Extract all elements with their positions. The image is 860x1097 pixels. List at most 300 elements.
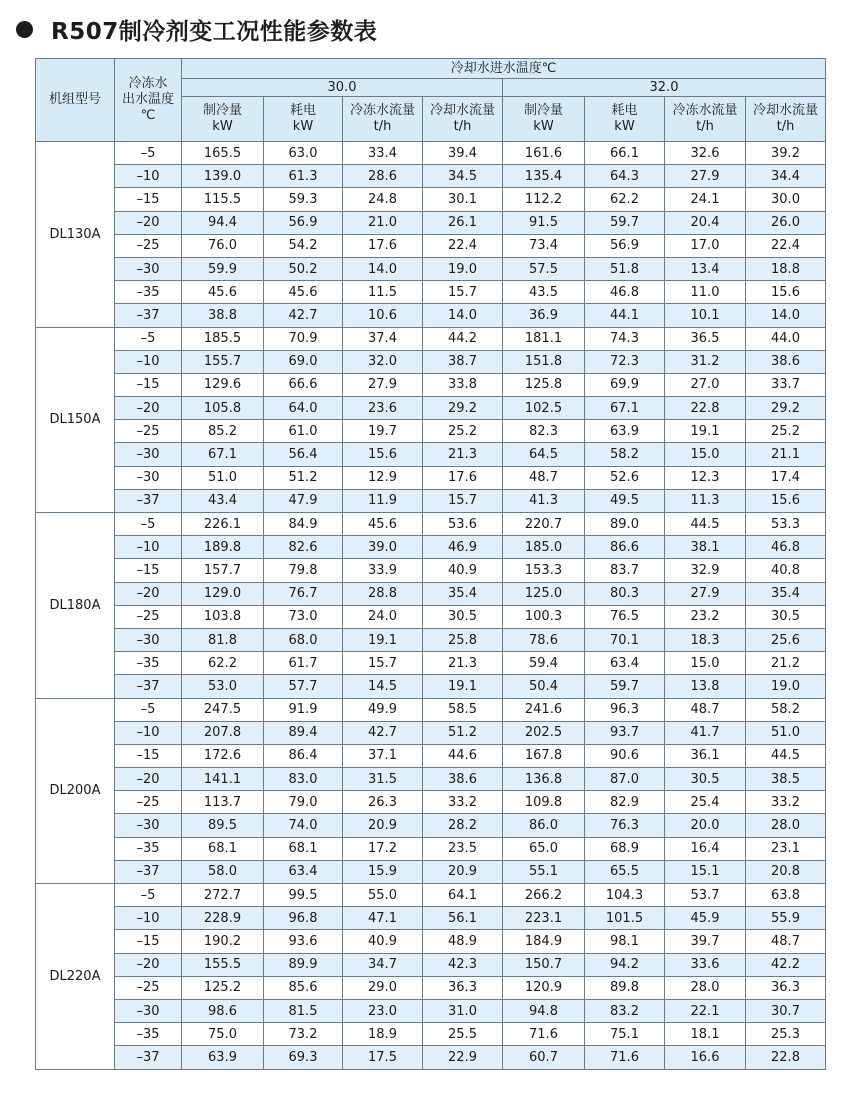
model-cell: DL220A: [36, 884, 115, 1070]
table-row: [36, 675, 826, 698]
value-cell: 59.7: [585, 211, 665, 234]
value-cell: 35.4: [746, 582, 826, 605]
table-row: [36, 907, 826, 930]
param-name: 制冷量: [523, 103, 563, 118]
value-cell: 78.6: [503, 628, 585, 651]
table-row: [36, 165, 826, 188]
leaving-temp-cell: –25: [115, 420, 182, 443]
value-cell: 226.1: [182, 513, 264, 536]
value-cell: 10.6: [343, 304, 423, 327]
value-cell: 136.8: [503, 768, 585, 791]
value-cell: 18.1: [665, 1023, 746, 1046]
value-cell: 68.1: [182, 837, 264, 860]
value-cell: 58.0: [182, 860, 264, 883]
value-cell: 40.9: [423, 559, 503, 582]
value-cell: 30.7: [746, 999, 826, 1022]
value-cell: 139.0: [182, 165, 264, 188]
value-cell: 14.5: [343, 675, 423, 698]
value-cell: 86.4: [264, 744, 343, 767]
value-cell: 46.8: [585, 281, 665, 304]
table-row: [36, 142, 826, 165]
value-cell: 71.6: [585, 1046, 665, 1069]
leaving-temp-cell: –30: [115, 443, 182, 466]
value-cell: 36.3: [423, 976, 503, 999]
param-name: 耗电: [289, 103, 316, 118]
value-cell: 48.7: [746, 930, 826, 953]
value-cell: 21.3: [423, 443, 503, 466]
value-cell: 31.5: [343, 768, 423, 791]
value-cell: 11.5: [343, 281, 423, 304]
value-cell: 43.5: [503, 281, 585, 304]
value-cell: 36.9: [503, 304, 585, 327]
value-cell: 202.5: [503, 721, 585, 744]
value-cell: 70.1: [585, 628, 665, 651]
value-cell: 15.6: [746, 281, 826, 304]
value-cell: 69.9: [585, 373, 665, 396]
model-cell: DL150A: [36, 327, 115, 513]
value-cell: 161.6: [503, 142, 585, 165]
value-cell: 20.9: [343, 814, 423, 837]
value-cell: 23.2: [665, 605, 746, 628]
value-cell: 53.7: [665, 884, 746, 907]
value-cell: 18.3: [665, 628, 746, 651]
bullet-icon: [16, 21, 33, 38]
value-cell: 83.0: [264, 768, 343, 791]
header-param: [264, 97, 343, 142]
value-cell: 23.6: [343, 397, 423, 420]
value-cell: 15.1: [665, 860, 746, 883]
leaving-temp-cell: –5: [115, 884, 182, 907]
value-cell: 22.8: [665, 397, 746, 420]
value-cell: 82.9: [585, 791, 665, 814]
value-cell: 33.8: [423, 373, 503, 396]
value-cell: 33.4: [343, 142, 423, 165]
table-row: [36, 420, 826, 443]
value-cell: 47.1: [343, 907, 423, 930]
header-model: 机组型号: [36, 59, 115, 142]
value-cell: 41.7: [665, 721, 746, 744]
value-cell: 27.9: [343, 373, 423, 396]
value-cell: 43.4: [182, 489, 264, 512]
value-cell: 46.8: [746, 536, 826, 559]
value-cell: 266.2: [503, 884, 585, 907]
value-cell: 59.9: [182, 257, 264, 280]
value-cell: 60.7: [503, 1046, 585, 1069]
value-cell: 39.4: [423, 142, 503, 165]
table-row: [36, 744, 826, 767]
table-row: [36, 953, 826, 976]
value-cell: 63.0: [264, 142, 343, 165]
value-cell: 61.7: [264, 652, 343, 675]
value-cell: 102.5: [503, 397, 585, 420]
value-cell: 34.5: [423, 165, 503, 188]
value-cell: 49.9: [343, 698, 423, 721]
leaving-temp-cell: –37: [115, 1046, 182, 1069]
value-cell: 94.2: [585, 953, 665, 976]
value-cell: 66.1: [585, 142, 665, 165]
value-cell: 86.6: [585, 536, 665, 559]
value-cell: 16.6: [665, 1046, 746, 1069]
value-cell: 21.3: [423, 652, 503, 675]
title-text: R507制冷剂变工况性能参数表: [51, 18, 378, 45]
table-row: [36, 559, 826, 582]
value-cell: 26.1: [423, 211, 503, 234]
table-row: [36, 652, 826, 675]
value-cell: 15.6: [343, 443, 423, 466]
leaving-temp-cell: –37: [115, 860, 182, 883]
value-cell: 15.7: [423, 489, 503, 512]
value-cell: 207.8: [182, 721, 264, 744]
leaving-temp-cell: –37: [115, 304, 182, 327]
value-cell: 104.3: [585, 884, 665, 907]
value-cell: 30.1: [423, 188, 503, 211]
value-cell: 36.5: [665, 327, 746, 350]
leaving-temp-cell: –25: [115, 791, 182, 814]
value-cell: 228.9: [182, 907, 264, 930]
value-cell: 184.9: [503, 930, 585, 953]
value-cell: 38.6: [746, 350, 826, 373]
value-cell: 38.6: [423, 768, 503, 791]
value-cell: 26.0: [746, 211, 826, 234]
value-cell: 76.3: [585, 814, 665, 837]
table-row: [36, 304, 826, 327]
value-cell: 54.2: [264, 234, 343, 257]
value-cell: 76.5: [585, 605, 665, 628]
header-param: [665, 97, 746, 142]
value-cell: 50.4: [503, 675, 585, 698]
model-cell: DL180A: [36, 513, 115, 699]
value-cell: 10.1: [665, 304, 746, 327]
value-cell: 85.2: [182, 420, 264, 443]
value-cell: 81.5: [264, 999, 343, 1022]
value-cell: 38.8: [182, 304, 264, 327]
value-cell: 30.5: [746, 605, 826, 628]
value-cell: 25.5: [423, 1023, 503, 1046]
value-cell: 76.7: [264, 582, 343, 605]
value-cell: 100.3: [503, 605, 585, 628]
table-row: [36, 1023, 826, 1046]
value-cell: 83.7: [585, 559, 665, 582]
value-cell: 190.2: [182, 930, 264, 953]
value-cell: 58.2: [746, 698, 826, 721]
value-cell: 27.0: [665, 373, 746, 396]
value-cell: 90.6: [585, 744, 665, 767]
value-cell: 28.2: [423, 814, 503, 837]
leaving-temp-cell: –20: [115, 211, 182, 234]
param-unit: t/h: [453, 119, 472, 134]
value-cell: 93.6: [264, 930, 343, 953]
value-cell: 53.0: [182, 675, 264, 698]
leaving-temp-cell: –30: [115, 257, 182, 280]
value-cell: 63.4: [264, 860, 343, 883]
header-param: [746, 97, 826, 142]
leaving-temp-cell: –5: [115, 513, 182, 536]
value-cell: 48.9: [423, 930, 503, 953]
value-cell: 42.3: [423, 953, 503, 976]
value-cell: 82.3: [503, 420, 585, 443]
value-cell: 11.9: [343, 489, 423, 512]
value-cell: 29.2: [423, 397, 503, 420]
leaving-temp-cell: –5: [115, 327, 182, 350]
value-cell: 15.9: [343, 860, 423, 883]
param-unit: kW: [212, 119, 233, 134]
header-param: [423, 97, 503, 142]
table-row: [36, 327, 826, 350]
value-cell: 21.1: [746, 443, 826, 466]
value-cell: 20.0: [665, 814, 746, 837]
table-row: [36, 397, 826, 420]
leaving-temp-cell: –25: [115, 234, 182, 257]
value-cell: 44.5: [665, 513, 746, 536]
table-row: [36, 628, 826, 651]
value-cell: 27.9: [665, 582, 746, 605]
value-cell: 56.1: [423, 907, 503, 930]
value-cell: 45.6: [264, 281, 343, 304]
leaving-temp-cell: –10: [115, 907, 182, 930]
value-cell: 56.9: [585, 234, 665, 257]
value-cell: 13.8: [665, 675, 746, 698]
leaving-temp-cell: –35: [115, 281, 182, 304]
value-cell: 45.9: [665, 907, 746, 930]
value-cell: 82.6: [264, 536, 343, 559]
model-cell: DL200A: [36, 698, 115, 884]
value-cell: 27.9: [665, 165, 746, 188]
value-cell: 241.6: [503, 698, 585, 721]
value-cell: 61.3: [264, 165, 343, 188]
value-cell: 28.0: [665, 976, 746, 999]
value-cell: 18.8: [746, 257, 826, 280]
value-cell: 223.1: [503, 907, 585, 930]
leaving-temp-cell: –10: [115, 536, 182, 559]
value-cell: 57.7: [264, 675, 343, 698]
value-cell: 172.6: [182, 744, 264, 767]
value-cell: 15.7: [343, 652, 423, 675]
value-cell: 35.4: [423, 582, 503, 605]
table-row: [36, 466, 826, 489]
value-cell: 189.8: [182, 536, 264, 559]
value-cell: 28.8: [343, 582, 423, 605]
value-cell: 141.1: [182, 768, 264, 791]
value-cell: 112.2: [503, 188, 585, 211]
table-row: [36, 814, 826, 837]
value-cell: 44.0: [746, 327, 826, 350]
value-cell: 26.3: [343, 791, 423, 814]
value-cell: 17.4: [746, 466, 826, 489]
leaving-temp-cell: –15: [115, 188, 182, 211]
table-row: [36, 211, 826, 234]
value-cell: 25.2: [423, 420, 503, 443]
header-param: [343, 97, 423, 142]
value-cell: 44.1: [585, 304, 665, 327]
value-cell: 74.0: [264, 814, 343, 837]
leaving-temp-cell: –20: [115, 397, 182, 420]
value-cell: 74.3: [585, 327, 665, 350]
value-cell: 19.1: [343, 628, 423, 651]
value-cell: 31.0: [423, 999, 503, 1022]
param-unit: kW: [533, 119, 554, 134]
value-cell: 33.2: [423, 791, 503, 814]
value-cell: 20.9: [423, 860, 503, 883]
value-cell: 59.7: [585, 675, 665, 698]
value-cell: 89.8: [585, 976, 665, 999]
value-cell: 22.4: [423, 234, 503, 257]
value-cell: 129.0: [182, 582, 264, 605]
value-cell: 15.6: [746, 489, 826, 512]
value-cell: 167.8: [503, 744, 585, 767]
param-unit: kW: [292, 119, 314, 134]
value-cell: 44.2: [423, 327, 503, 350]
value-cell: 45.6: [343, 513, 423, 536]
param-unit: kW: [614, 119, 635, 134]
value-cell: 29.2: [746, 397, 826, 420]
value-cell: 46.9: [423, 536, 503, 559]
value-cell: 19.0: [423, 257, 503, 280]
value-cell: 80.3: [585, 582, 665, 605]
table-row: [36, 698, 826, 721]
table-row: [36, 373, 826, 396]
value-cell: 81.8: [182, 628, 264, 651]
value-cell: 69.0: [264, 350, 343, 373]
value-cell: 25.4: [665, 791, 746, 814]
value-cell: 157.7: [182, 559, 264, 582]
value-cell: 48.7: [665, 698, 746, 721]
value-cell: 32.6: [665, 142, 746, 165]
value-cell: 20.4: [665, 211, 746, 234]
leaving-temp-cell: –10: [115, 721, 182, 744]
value-cell: 17.0: [665, 234, 746, 257]
value-cell: 38.1: [665, 536, 746, 559]
value-cell: 15.0: [665, 652, 746, 675]
value-cell: 17.5: [343, 1046, 423, 1069]
value-cell: 91.9: [264, 698, 343, 721]
value-cell: 75.0: [182, 1023, 264, 1046]
value-cell: 59.4: [503, 652, 585, 675]
value-cell: 89.9: [264, 953, 343, 976]
value-cell: 17.6: [423, 466, 503, 489]
value-cell: 21.0: [343, 211, 423, 234]
table-row: [36, 489, 826, 512]
value-cell: 68.1: [264, 837, 343, 860]
value-cell: 101.5: [585, 907, 665, 930]
value-cell: 64.1: [423, 884, 503, 907]
value-cell: 51.0: [182, 466, 264, 489]
value-cell: 185.0: [503, 536, 585, 559]
value-cell: 14.0: [343, 257, 423, 280]
leaving-temp-cell: –20: [115, 768, 182, 791]
value-cell: 19.1: [423, 675, 503, 698]
value-cell: 33.6: [665, 953, 746, 976]
table-row: [36, 976, 826, 999]
param-name: 制冷量: [202, 103, 242, 118]
value-cell: 67.1: [585, 397, 665, 420]
value-cell: 62.2: [182, 652, 264, 675]
leaving-temp-cell: –5: [115, 142, 182, 165]
value-cell: 30.5: [665, 768, 746, 791]
table-body: [36, 142, 826, 1070]
value-cell: 55.0: [343, 884, 423, 907]
value-cell: 64.5: [503, 443, 585, 466]
leaving-temp-cell: –35: [115, 1023, 182, 1046]
value-cell: 22.8: [746, 1046, 826, 1069]
param-unit: t/h: [776, 119, 795, 134]
performance-table: [35, 58, 826, 1070]
value-cell: 11.3: [665, 489, 746, 512]
table-row: [36, 536, 826, 559]
value-cell: 75.1: [585, 1023, 665, 1046]
value-cell: 61.0: [264, 420, 343, 443]
leaving-temp-cell: –15: [115, 930, 182, 953]
header-cooling-water: 冷却水进水温度℃: [182, 59, 826, 79]
value-cell: 24.8: [343, 188, 423, 211]
header-param: [182, 97, 264, 142]
value-cell: 125.0: [503, 582, 585, 605]
value-cell: 11.0: [665, 281, 746, 304]
table-row: [36, 768, 826, 791]
value-cell: 99.5: [264, 884, 343, 907]
value-cell: 72.3: [585, 350, 665, 373]
value-cell: 65.0: [503, 837, 585, 860]
value-cell: 28.6: [343, 165, 423, 188]
value-cell: 73.0: [264, 605, 343, 628]
value-cell: 151.8: [503, 350, 585, 373]
leaving-temp-cell: –15: [115, 559, 182, 582]
value-cell: 33.2: [746, 791, 826, 814]
value-cell: 45.6: [182, 281, 264, 304]
header-leaving-line1: 冷冻水: [128, 76, 168, 91]
table-row: [36, 605, 826, 628]
leaving-temp-cell: –15: [115, 373, 182, 396]
leaving-temp-cell: –30: [115, 628, 182, 651]
value-cell: 36.3: [746, 976, 826, 999]
value-cell: 13.4: [665, 257, 746, 280]
value-cell: 86.0: [503, 814, 585, 837]
value-cell: 25.2: [746, 420, 826, 443]
value-cell: 33.9: [343, 559, 423, 582]
value-cell: 91.5: [503, 211, 585, 234]
value-cell: 68.0: [264, 628, 343, 651]
value-cell: 53.6: [423, 513, 503, 536]
value-cell: 56.4: [264, 443, 343, 466]
value-cell: 51.2: [423, 721, 503, 744]
leaving-temp-cell: –30: [115, 466, 182, 489]
value-cell: 94.8: [503, 999, 585, 1022]
value-cell: 24.0: [343, 605, 423, 628]
value-cell: 55.9: [746, 907, 826, 930]
header-leaving-unit: ℃: [140, 108, 156, 123]
value-cell: 247.5: [182, 698, 264, 721]
value-cell: 33.7: [746, 373, 826, 396]
value-cell: 34.4: [746, 165, 826, 188]
value-cell: 38.7: [423, 350, 503, 373]
value-cell: 12.9: [343, 466, 423, 489]
value-cell: 125.2: [182, 976, 264, 999]
leaving-temp-cell: –10: [115, 350, 182, 373]
value-cell: 64.3: [585, 165, 665, 188]
value-cell: 79.8: [264, 559, 343, 582]
value-cell: 23.0: [343, 999, 423, 1022]
leaving-temp-cell: –15: [115, 744, 182, 767]
value-cell: 32.9: [665, 559, 746, 582]
value-cell: 42.7: [264, 304, 343, 327]
value-cell: 129.6: [182, 373, 264, 396]
leaving-temp-cell: –25: [115, 605, 182, 628]
value-cell: 83.2: [585, 999, 665, 1022]
value-cell: 109.8: [503, 791, 585, 814]
value-cell: 51.2: [264, 466, 343, 489]
table-row: [36, 257, 826, 280]
param-name: 耗电: [611, 103, 638, 118]
table-row: [36, 721, 826, 744]
